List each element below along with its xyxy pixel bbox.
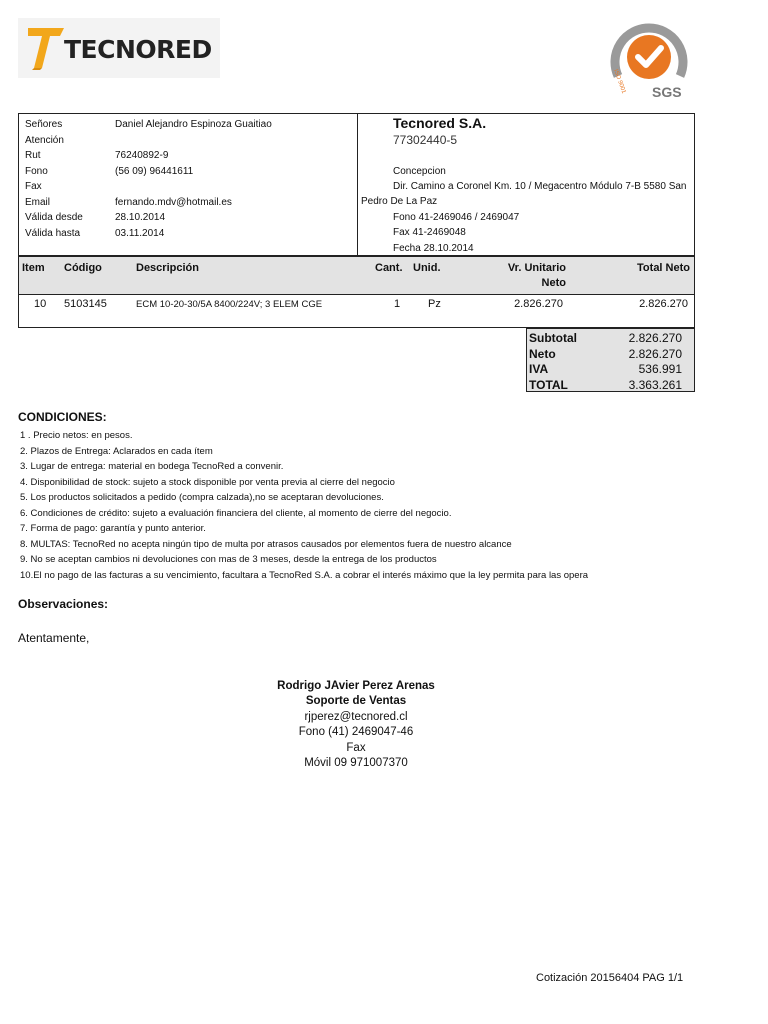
client-field-value: fernando.mdv@hotmail.es: [115, 196, 232, 208]
col-header-vr-unitario-neto: Neto: [541, 277, 566, 289]
company-rut: 77302440-5: [393, 133, 458, 147]
conditions-title: CONDICIONES:: [18, 410, 107, 424]
client-field-label: Señores: [25, 119, 63, 130]
col-header-total-neto: Total Neto: [637, 262, 690, 274]
tecnored-logo-mark-icon: [28, 28, 64, 70]
header-divider: [357, 113, 358, 256]
signature-phone: Fono (41) 2469047-46: [298, 726, 414, 738]
company-name: Tecnored S.A.: [393, 115, 487, 131]
client-field-label: Fono: [25, 165, 48, 177]
total-value: 3.363.261: [628, 377, 682, 392]
client-field-value: 76240892-9: [115, 150, 169, 161]
total-label: Neto: [529, 346, 556, 361]
row-item: 10: [34, 298, 47, 310]
sgs-brand-text: SGS: [652, 84, 682, 100]
page-footer: Cotización 20156404 PAG 1/1: [536, 972, 684, 984]
company-logo-text: TECNORED: [64, 35, 212, 64]
condition-item: 1 . Precio netos: en pesos.: [20, 430, 133, 441]
row-descripcion: ECM 10-20-30/5A 8400/224V; 3 ELEM CGE: [136, 299, 323, 310]
col-header-item: Item: [22, 262, 45, 274]
client-field-value: (56 09) 96441611: [115, 165, 194, 177]
condition-item: 2. Plazos de Entrega: Aclarados en cada ítem: [20, 445, 213, 457]
client-field-value: 28.10.2014: [115, 212, 166, 223]
iso-certification-seal-icon: [606, 14, 692, 102]
signature-mobile: Móvil 09 971007370: [304, 757, 408, 769]
company-city: Concepcion: [393, 166, 446, 177]
row-unid: Pz: [428, 298, 441, 310]
client-field-label: Rut: [25, 150, 41, 161]
condition-item: 10.El no pago de las facturas a su vencimiento, facultara a TecnoRed S.A. a cobrar el interés máximo que la ley permita para las opera: [20, 569, 589, 581]
condition-item: 5. Los productos solicitados a pedido (compra calzada),no se aceptaran devoluciones.: [20, 492, 384, 503]
condition-item: 6. Condiciones de crédito: sujeto a evaluación financiera del cliente, al momento de cierre del negocio.: [20, 507, 452, 519]
closing-text: Atentamente,: [18, 631, 90, 645]
condition-item: 4. Disponibilidad de stock: sujeto a stock disponible por venta previa al cierre del negocio: [20, 476, 395, 488]
company-phone: Fono 41-2469046 / 2469047: [393, 212, 520, 223]
client-field-label: Válida hasta: [25, 227, 81, 239]
col-header-descripcion: Descripción: [136, 262, 199, 274]
total-value: 2.826.270: [628, 331, 682, 345]
total-value: 536.991: [638, 362, 682, 376]
quote-date: Fecha 28.10.2014: [393, 243, 474, 254]
condition-item: 8. MULTAS: TecnoRed no acepta ningún tipo de multa por atrasos causados por elementos fuera de nuestro alcance: [20, 538, 512, 550]
iso-text: ISO 9001: [612, 68, 627, 95]
total-label: TOTAL: [529, 377, 568, 392]
company-fax: Fax 41-2469048: [393, 227, 466, 238]
col-header-vr-unitario: Vr. Unitario: [507, 262, 566, 274]
condition-item: 7. Forma de pago: garantía y punto anterior.: [20, 523, 206, 534]
total-label: IVA: [529, 362, 549, 376]
client-field-value: Daniel Alejandro Espinoza Guaitiao: [115, 119, 272, 130]
signature-email: rjperez@tecnored.cl: [304, 711, 408, 723]
row-vr-unitario: 2.826.270: [514, 298, 563, 310]
signature-fax: Fax: [346, 742, 366, 754]
col-header-codigo: Código: [64, 262, 102, 274]
row-codigo: 5103145: [64, 298, 107, 310]
company-address-line1: Dir. Camino a Coronel Km. 10 / Megacentro Módulo 7-B 5580 San: [393, 181, 687, 192]
client-field-label: Válida desde: [25, 212, 83, 223]
client-field-label: Atención: [25, 134, 64, 146]
row-cant: 1: [394, 298, 401, 310]
col-header-cant: Cant.: [375, 262, 403, 274]
observations-title: Observaciones:: [18, 597, 109, 611]
total-label: Subtotal: [529, 331, 577, 345]
company-address-line2: Pedro De La Paz: [361, 196, 438, 207]
condition-item: 9. No se aceptan cambios ni devoluciones con mas de 3 meses, desde la entrega de los productos: [20, 554, 437, 565]
client-field-label: Fax: [25, 181, 42, 192]
client-field-label: Email: [25, 196, 51, 208]
items-table-header: [19, 257, 694, 295]
client-field-value: 03.11.2014: [115, 227, 165, 239]
condition-item: 3. Lugar de entrega: material en bodega TecnoRed a convenir.: [20, 461, 284, 472]
signature-name: Rodrigo JAvier Perez Arenas: [277, 680, 435, 692]
signature-role: Soporte de Ventas: [305, 695, 407, 707]
col-header-unid: Unid.: [413, 262, 441, 274]
total-value: 2.826.270: [628, 346, 682, 361]
row-total-neto: 2.826.270: [639, 298, 688, 310]
